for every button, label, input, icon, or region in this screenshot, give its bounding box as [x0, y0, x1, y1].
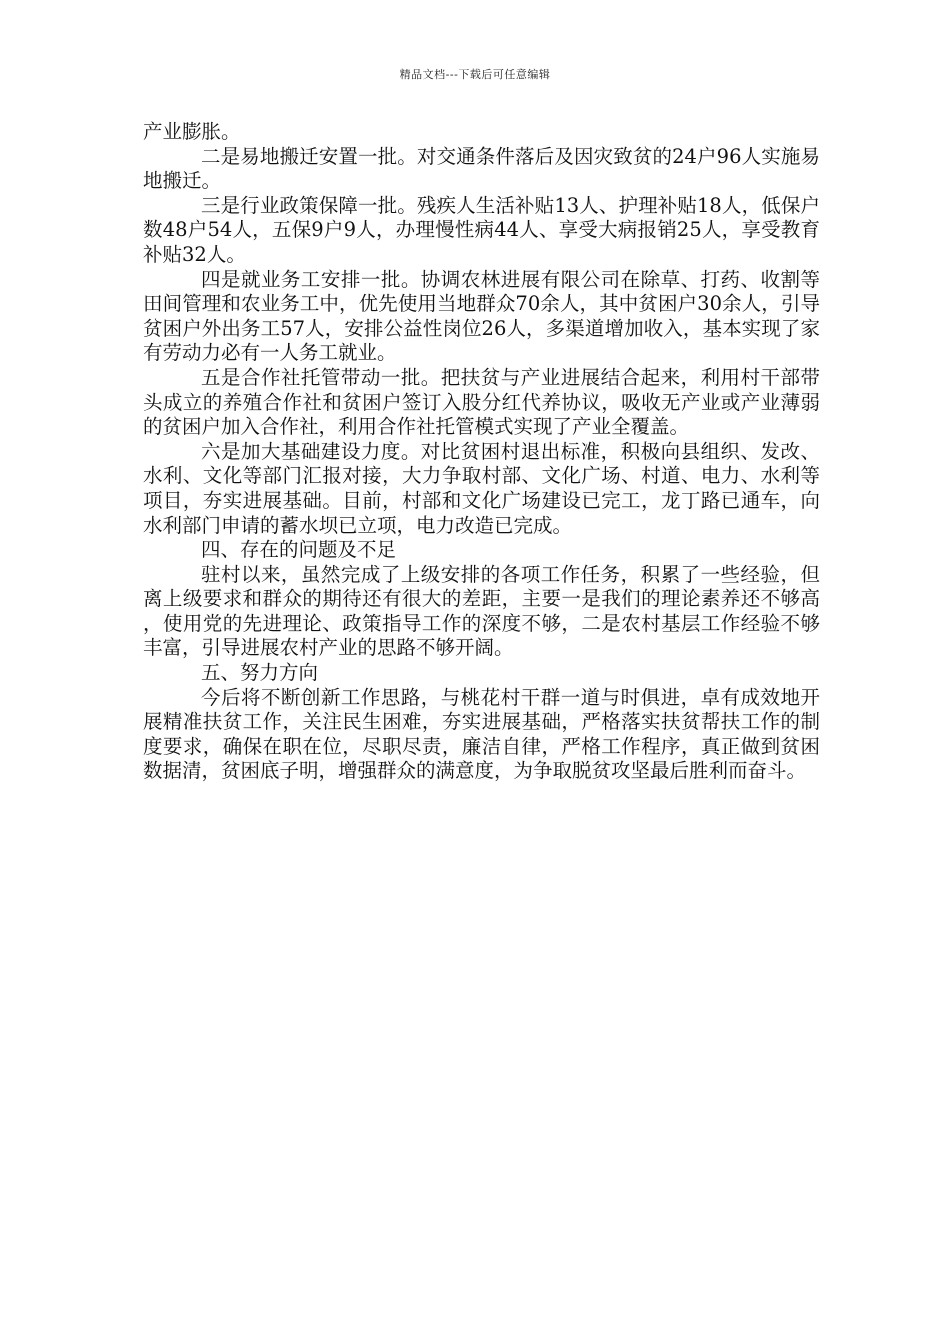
paragraph-continuation: 产业膨胀。 [143, 120, 241, 143]
paragraph-policy-support: 三是行业政策保障一批。残疾人生活补贴13人、护理补贴18人，低保户数48户54人，五保9户9人，办理慢性病44人、享受大病报销25人，享受教育补贴32人。 [143, 193, 820, 266]
paragraph-problems: 驻村以来，虽然完成了上级安排的各项工作任务，积累了一些经验，但离上级要求和群众的期待还有很大的差距，主要一是我们的理论素养还不够高，使用党的先进理论、政策指导工作的深度不够，二是农村基层工作经验不够丰富，引导进展农村产业的思路不够开阔。 [143, 562, 820, 660]
section-heading-problems: 四、存在的问题及不足 [201, 538, 397, 562]
paragraph-relocation: 二是易地搬迁安置一批。对交通条件落后及因灾致贫的24户96人实施易地搬迁。 [143, 144, 820, 193]
paragraph-direction: 今后将不断创新工作思路，与桃花村干群一道与时俱进，卓有成效地开展精准扶贫工作，关注民生困难，夯实进展基础，严格落实扶贫帮扶工作的制度要求，确保在职在位，尽职尽责，廉洁自律，严格工作程序，真正做到贫困数据清，贫困底子明，增强群众的满意度，为争取脱贫攻坚最后胜利而奋斗。 [143, 685, 820, 783]
paragraph-infrastructure: 六是加大基础建设力度。对比贫困村退出标准，积极向县组织、发改、水利、文化等部门汇报对接，大力争取村部、文化广场、村道、电力、水利等项目，夯实进展基础。目前，村部和文化广场建设已完工，龙丁路已通车，向水利部门申请的蓄水坝已立项，电力改造已完成。 [143, 439, 820, 537]
document-body [143, 120, 820, 784]
paragraph-employment: 四是就业务工安排一批。协调农林进展有限公司在除草、打药、收割等田间管理和农业务工中，优先使用当地群众70余人，其中贫困户30余人，引导贫困户外出务工57人，安排公益性岗位26人，多渠道增加收入，基本实现了家有劳动力必有一人务工就业。 [143, 267, 820, 365]
paragraph-cooperative: 五是合作社托管带动一批。把扶贫与产业进展结合起来，利用村干部带头成立的养殖合作社和贫困户签订入股分红代养协议，吸收无产业或产业薄弱的贫困户加入合作社，利用合作社托管模式实现了产业全覆盖。 [143, 365, 820, 439]
section-heading-direction: 五、努力方向 [201, 661, 319, 685]
page-header: 精品文档---下载后可任意编辑 [399, 68, 551, 81]
